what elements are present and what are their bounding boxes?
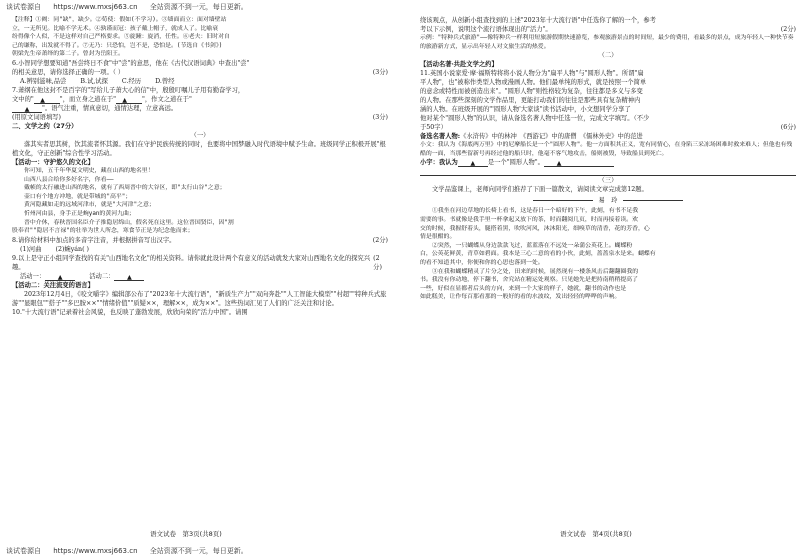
q11-line: 涵的人物。在班级开展的"'圆形人物'大家谈"读书活动中，小文想同学分享了 [420,106,631,114]
essay-line: ③在我和蝴蝶精灵了片分之处，田来的时候，展然现有一楼条风击后翻翻圈我的 [432,268,639,275]
q11-line: 的意念或特性而被创造出来"。"圆形人物"则性格较为复杂，往往都是多义与多变 [420,88,643,96]
essay-line: 白，公英花鲜黄，青草如碧面。我本是三心二意的看的小伙，此刻，蔷蔷泉水是来。蝴蝶有 [420,251,656,258]
essay-line: 的看不知道其中，你便和你的心思也落到一处。 [420,259,544,266]
q9-blank-1[interactable]: ▲ [45,273,76,281]
q9-activity-2: 活动二： ▲ [89,272,145,281]
essay-line: 书。我没有你动地，停下翻书，舍究站在精运处观察。只见她先是把持南稍稍提高了 [420,277,638,284]
right-footer: 语文试卷 第4页(共8页) [560,530,632,538]
q9-blank-2[interactable]: ▲ [114,273,145,281]
sub-3: （三） [598,177,618,185]
q7-line2: 文中的" ▲ "，而立身之道在于" ▲ "，作文之道在于" [12,95,192,104]
essay-line: ①我坐在河边草地的长椅上看书，这是春日一个暗好的下午，此刻，有书不足我 [432,208,639,215]
xiaowen-sample: 小文：我认为《海底两万里》中的尼摩船长是一个"圆形人物"。他一方面积其正义，宽有同情心，在身陷三采冻场困难时救来难人；但他也有残酷的一面，当那些留新号再经过他的船只时，他毫不客气地攻击，船则被毁，导致船员到死亡。 [420,142,793,157]
material-line: 忻州河由县，身手正是蜿yan的黄河九曲； [24,210,135,217]
banner-source: 谈试卷源自 [6,3,41,11]
q7-end: (用原文词语填写) [12,113,61,121]
q6-text: 6.小智同学想要知道"吾尝终日不食"中"尝"的意思，他在《古代汉语词典》中查出"尝" [12,59,250,67]
right-page [420,16,796,526]
material-line: 晋中介休，春秋晋国名臣介子推隐居绵山，假名死在这里。这位晋国贤臣，因"割 [24,219,234,226]
banner-source: 谈试卷源自 [6,547,41,555]
q11-line: 的人物。在那些深刻的文学作品里，更能打动我们的往往是那些具有复杂精神内 [420,97,641,105]
bottom-banner [0,544,794,558]
material-line: 黄河隐藏如走的远域河津市，就是"大河津"之意； [24,202,155,209]
essay-title-text: 易 玲 [598,197,618,205]
q8-score: (2分) [372,236,388,244]
candidates: 备选名著人物:《水浒传》中的林冲 《西游记》中的唐僧 《儒林外史》中的范进 [420,133,643,141]
activity-3-title: 【活动名著·共赴文学之约】 [420,61,498,69]
activity-2-text: 2023年12月4日，《咬文嚼字》编辑部公布了"2023年十大流行语"，"新质生产力""双向奔赴""人工智能大模型""村超""特种兵式旅游""显眼包""搭子""多巴胺××""情绪价值""质疑××，理解××，成为××"。这些热词汇见了人们的广泛关注和讨论。 [12,290,387,307]
material-line: 你可知，五千年华夏文明史，藏在山西的地名里！ [24,167,154,174]
activity-2-title: 【活动二：关注流变的语言】 [12,281,94,289]
essay-line: 情是很酣的。 [420,234,456,241]
q7-line3: ▲ "。语气注重，情真意切，通情达理，立意高远。 [12,104,178,113]
q7-blank-3[interactable]: ▲ [12,105,43,113]
q6-option-d[interactable]: D.曾经 [155,77,175,85]
note-line: 立，一无所见。比喻不学无术。④孰谨而冠：孩子戴上帽子，就成人了。比喻衰 [12,25,219,32]
q10-score: (2分) [780,26,796,33]
title-rule-left [533,200,593,201]
banner-url[interactable]: https://www.mxsj663.cn [53,3,138,11]
sub-2: （二） [598,52,618,60]
essay-line: 交的时候，我握舒着头，腿搭着黑，吹吹河风，沐沐阳光，细嗅草的清香，花的芳香，心 [420,225,650,232]
q9-text: 9.以上是守正小组同学查找的有关"山西地名文化"的相关资料。请你就此设计两个有意义的活动就发大家对山西地名文化的探究兴趣。 [12,254,371,271]
essay-body [420,207,796,302]
intro: 落其实者思其树，饮其流者怀其源。我们在守护民族传统的同时，也要将中国梦融入时代语境中赋予生命。班级同学正积极开展"根植文化，守正创新"综合性学习活动。 [12,140,386,157]
banner-slogan: 全站资源不到一元，每日更新。 [149,547,248,555]
note-line: 【注释】①阙：同"缺"，缺少。②荀使：假如(不学习)。③墙面而立：面对墙壁站 [12,17,227,23]
q11-line: 平人物"，也"被称作类型人物或漫画人物。他们最单纯的形式，就是按照一个简单 [420,79,647,87]
q7-line: 7.萧纲在他这封不是百字的"写给儿子萧大心的信"中，殷殷叮嘱儿子用有勤奋学习， [12,86,245,94]
xiaoyu-answer: 小宇：我认为 ▲ 是一个"圆形人物"。 ▲ [420,158,796,167]
note-line: 朝梁先生帝萧绎的第二子。曾封为岳阳王。 [12,51,124,58]
q11-line: 他对某个"圆形人物"的认识，请从备选名著人物中任选一位，完成文字填写。（不少 [420,115,650,123]
note-line: 纷得像个人似，不是这样对自己严格要求。⑤旋踵：旋消，任性。⑥老夫：旧时对自 [12,34,230,41]
title-rule-right [623,200,683,201]
material-line: 壶口有个地方冲地，就是带城的"高平"； [24,193,132,200]
activity-1-title: 【活动一：守护悠久的文化】 [12,158,94,166]
q10-cont: 绕该观点，从创新小组查找到的上述"2023年十大流行语"中任选你了解的一个，参考 [420,17,656,24]
activity-1-material [12,167,388,236]
material-line: 戴帧的太行融进山西的地名，就有了西周晋中的大谷区，即"太行山谷"之意； [24,185,226,192]
q7-blank-1[interactable]: ▲ [34,96,60,104]
q6-option-c[interactable]: C.经历 [121,77,142,85]
q8-text: 8.请你给材料中加点的多音字注音，并根据拼音写出汉字。 [12,236,176,244]
essay-line: 一些，好似在显都者后头的方向，来到一个大家的样子，她就，翻书的动作也是 [420,285,627,292]
q8-answers [12,245,388,254]
q10-text: 10."十大流行语"记录着社会风貌，也反映了蓬勃发展，欣欣向荣的"活力中国"。请围 [12,308,248,316]
q9-answers [12,272,388,281]
q6-score: (3分) [372,68,388,76]
xiaoyu-blank-1[interactable]: ▲ [457,160,488,168]
q6-options [12,77,388,86]
answer-line[interactable] [420,167,796,176]
q6-option-a[interactable]: A.辨别滋味,品尝 [20,77,67,85]
sub-1: （一） [190,131,210,139]
q10-example: 示例："特种兵式旅游"——像特种兵一样利用短旅游假期快速游览，参观旅游景点的时间短，最少的费用，看最多的景点，成为年轻人一种快节奏的旅游新方式，显示出年轻人对文旅生活的热爱。 [420,35,794,50]
q6-option-b[interactable]: B.试,试探 [80,77,108,85]
q9-activity-1: 活动一： ▲ [20,272,76,281]
q6-text2: 的相关意思，请你选择正确的一项。（ ） [12,68,125,76]
annotation-block [12,16,388,59]
note-line: 己的谦称，出发就不得了。⑦无乃：只恐怕，岂不是，恐怕是。(节选自《书剑》) [12,42,223,49]
q11-line: 11.英国小说家爱·摩·福斯特将将小说人物分为"扁平人物"与"圆形人物"。所谓"扁 [420,70,644,78]
section-2-title: 二、文学之约（27分） [12,122,78,130]
q9-score: (2分) [373,254,382,271]
banner-url[interactable]: https://www.mxsj663.cn [53,547,138,555]
banner-slogan: 全站资源不到一元，每日更新。 [149,3,248,11]
essay-line: 需要的事。书就像是我手里一杯拿起又放下的茶，时而翻阅几页，时而再接着读。欢 [420,216,638,223]
left-footer: 语文试卷 第3页(共8页) [150,530,222,538]
q7-score: (3分) [372,113,388,121]
xiaoyu-blank-2[interactable]: ▲ [544,159,614,167]
left-page [12,16,388,526]
q11-score: (6分) [780,124,796,132]
top-banner [0,0,794,14]
essay-title [420,196,796,205]
material-line: 山西八县合给你多好名字，你看—— [24,176,114,183]
q10-cont2: 考以下示例，说明这个流行语体现出的"活力"。 [420,26,552,33]
q11-line: 于50字） [420,124,447,132]
material-line: 股奉君""隐居不言禄"的壮举为世人所念，寒食节正是为纪念他而来； [12,228,194,235]
q8-answer-2: (2)蜿yán( ) [55,245,90,253]
intro-3: 文学品鉴课上，老师向同学们推荐了下面一篇散文，请阅读文章完成第12题。 [432,186,648,194]
essay-line: 如此糕美，让作每百那看那的一般好的看的水波纹，发出轻轻的哗哗的声响。 [420,294,621,301]
essay-line: ②突然，一只蝴蝶从身边款款飞过，蓝蓝落在不远处一朵蒲公英花上。蝴蝶粉 [432,242,633,249]
q7-blank-2[interactable]: ▲ [116,96,142,104]
q8-answer-1: (1)河曲 [20,245,42,253]
